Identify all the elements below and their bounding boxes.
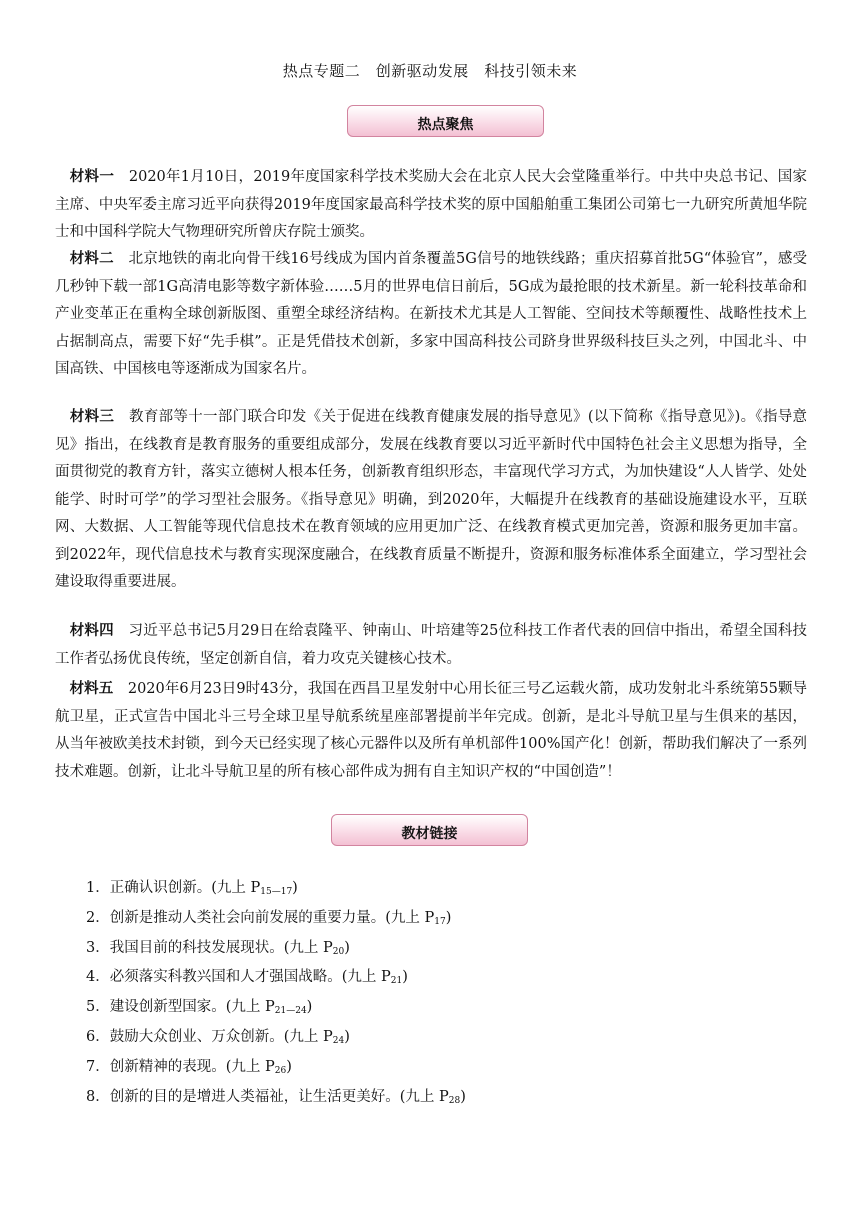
textbook-links-list (86, 874, 466, 1112)
item-ref: (九上 P (385, 909, 435, 926)
item-number: 5． (86, 999, 110, 1016)
item-text: 创新是推动人类社会向前发展的重要力量。 (109, 909, 386, 926)
item-page: 20 (332, 946, 345, 957)
item-text: 正确认识创新。 (109, 880, 212, 896)
material-text: 2020年6月23日9时43分，我国在西昌卫星发射中心用长征三号乙运载火箭，成功发射北斗系统第55颗导航卫星，正式宣告中国北斗三号全球卫星导航系统星座部署提前半年完成。创新，是北斗导航卫星与生俱来的基因，从当年被欧美技术封锁，到今天已经实现了核心元器件以及所有单机部件100%国产化！创新，帮助我们解决了一系列技术难题。创新，让北斗导航卫星的所有核心部件成为拥有自主知识产权的“中国创造”！ (55, 681, 808, 780)
item-number: 3． (86, 939, 110, 956)
item-text: 鼓励大众创业、万众创新。 (109, 1028, 284, 1045)
item-close: ) (445, 909, 452, 926)
item-number: 7． (86, 1058, 110, 1075)
item-number: 6． (86, 1028, 110, 1045)
item-ref: (九上 P (225, 1058, 275, 1075)
material-label: 材料五 (69, 680, 114, 697)
item-text: 我国目前的科技发展现状。 (109, 939, 284, 956)
item-ref: (九上 P (283, 939, 333, 956)
material-label: 材料四 (69, 622, 114, 639)
list-item (86, 874, 466, 904)
item-close: ) (292, 880, 298, 896)
item-close: ) (286, 1058, 292, 1075)
list-item (86, 904, 466, 934)
material-2 (55, 245, 807, 384)
textbook-links-banner (331, 814, 528, 846)
item-page: 15—17 (260, 887, 293, 897)
hot-focus-heading: 热点聚焦 (417, 117, 474, 133)
item-page: 28 (448, 1095, 461, 1106)
material-text: 习近平总书记5月29日在给袁隆平、钟南山、叶培建等25位科技工作者代表的回信中指出，希望全国科技工作者弘扬优良传统，坚定创新自信，着力攻克关键核心技术。 (55, 623, 808, 667)
material-label: 材料二 (69, 250, 114, 267)
item-ref: (九上 P (211, 880, 261, 896)
material-text: 教育部等十一部门联合印发《关于促进在线教育健康发展的指导意见》(以下简称《指导意见》)。《指导意见》指出，在线教育是教育服务的重要组成部分，发展在线教育要以习近平新时代中国特色社会主义思想为指导，全面贯彻党的教育方针，落实立德树人根本任务，创新教育组织形态，丰富现代学习方式，为加快建设“人人皆学、处处能学、时时可学”的学习型社会服务。《指导意见》明确，到2020年，大幅提升在线教育的基础设施建设水平，互联网、大数据、人工智能等现代信息技术在教育领域的应用更加广泛、在线教育模式更加完善，资源和服务更加丰富。到2022年，现代信息技术与教育实现深度融合，在线教育质量不断提升，资源和服务标准体系全面建立，学习型社会建设取得重要进展。 (55, 409, 808, 590)
item-text: 建设创新型国家。 (109, 999, 226, 1016)
item-text: 必须落实科教兴国和人才强国战略。 (109, 969, 342, 986)
item-number: 8． (86, 1088, 110, 1105)
item-page: 24 (332, 1035, 345, 1046)
list-item (86, 1083, 466, 1113)
textbook-links-heading: 教材链接 (401, 826, 458, 842)
hot-focus-banner (347, 105, 544, 137)
material-5 (55, 675, 807, 786)
item-close: ) (460, 1088, 466, 1105)
item-ref: (九上 P (341, 969, 391, 986)
material-4 (55, 617, 807, 673)
material-label: 材料一 (69, 168, 115, 185)
item-number: 4． (86, 969, 110, 986)
item-number: 2． (86, 909, 110, 926)
item-text: 创新的目的是增进人类福祉，让生活更美好。 (109, 1088, 400, 1105)
item-page: 26 (274, 1065, 287, 1076)
material-3 (55, 403, 807, 597)
page-title: 热点专题二 创新驱动发展 科技引领未来 (282, 62, 578, 80)
item-text: 创新精神的表现。 (109, 1058, 226, 1075)
item-page: 21—24 (274, 1006, 307, 1017)
item-ref: (九上 P (399, 1088, 449, 1105)
item-close: ) (402, 969, 408, 986)
item-number: 1． (86, 880, 110, 896)
list-item (86, 993, 466, 1023)
item-close: ) (344, 939, 350, 956)
item-page: 17 (434, 916, 446, 927)
item-close: ) (306, 999, 313, 1016)
list-item (86, 934, 466, 964)
list-item (86, 963, 466, 993)
list-item (86, 1053, 466, 1083)
item-ref: (九上 P (225, 999, 275, 1016)
item-ref: (九上 P (283, 1028, 333, 1045)
material-text: 2020年1月10日，2019年度国家科学技术奖励大会在北京人民大会堂隆重举行。中共中央总书记、国家主席、中央军委主席习近平向获得2019年度国家最高科学技术奖的原中国船舶重工集团公司第七一九研究所黄旭华院士和中国科学院大气物理研究所曾庆存院士颁奖。 (55, 169, 808, 240)
item-close: ) (344, 1028, 350, 1045)
item-page: 21 (390, 976, 403, 987)
material-text: 北京地铁的南北向骨干线16号线成为国内首条覆盖5G信号的地铁线路；重庆招募首批5G“体验官”，感受几秒钟下载一部1G高清电影等数字新体验……5月的世界电信日前后，5G成为最抢眼的技术新星。新一轮科技革命和产业变革正在重构全球创新版图、重塑全球经济结构。在新技术尤其是人工智能、空间技术等颠覆性、战略性技术上占据制高点，需要下好“先手棋”。正是凭借技术创新，多家中国高科技公司跻身世界级科技巨头之列，中国北斗、中国高铁、中国核电等逐渐成为国家名片。 (55, 251, 808, 377)
material-label: 材料三 (69, 408, 115, 425)
list-item (86, 1023, 466, 1053)
material-1 (55, 163, 807, 247)
